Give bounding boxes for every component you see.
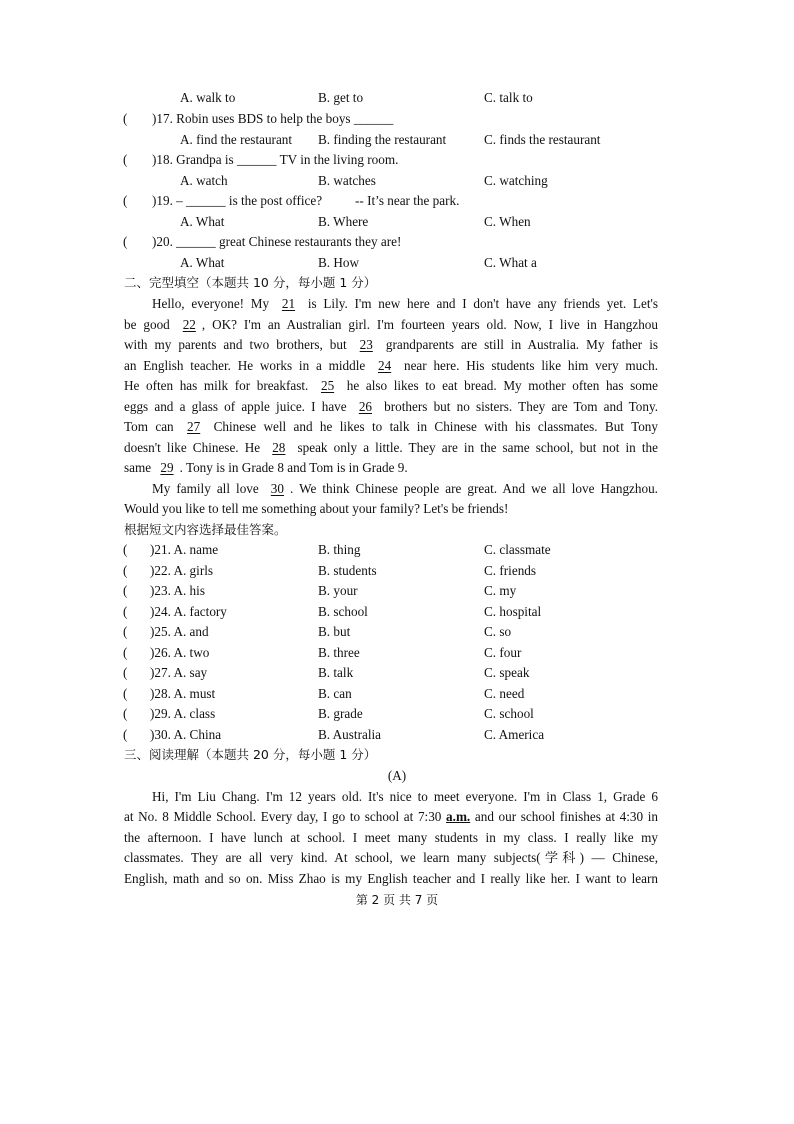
reading-line [0, 807, 794, 827]
question-30 [0, 725, 794, 745]
passage-text: He often has milk for breakfast. 25 he also likes to eat bread. My mother often has some [124, 376, 658, 396]
option-b: B. school [318, 604, 368, 619]
passage-line [0, 499, 794, 519]
passage-line [0, 315, 794, 335]
question-26 [0, 643, 794, 663]
passage-line [0, 397, 794, 417]
option-b: B. thing [318, 542, 361, 557]
question-text: )25. A. and [150, 624, 209, 639]
section-3-heading: 三、阅读理解（本题共 20 分，每小题 1 分） [124, 747, 377, 762]
option-b: B. talk [318, 665, 354, 680]
question-21 [0, 540, 794, 560]
part-a-row [0, 766, 794, 786]
q16-option-a: A. walk to [180, 90, 236, 105]
question-25 [0, 622, 794, 642]
answer-bracket[interactable]: ( [123, 706, 128, 721]
question-27 [0, 663, 794, 683]
option-c: C. need [484, 686, 525, 701]
question-text: )18. Grandpa is ______ TV in the living room. [152, 152, 399, 167]
option-c: C. hospital [484, 604, 542, 619]
passage-line [0, 438, 794, 458]
option-c: C. friends [484, 563, 537, 578]
answer-bracket[interactable]: ( [123, 665, 128, 680]
reading-text: the afternoon. I have lunch at school. I meet many students in my class. I really like my [124, 830, 658, 845]
blank-22: 22 [182, 317, 196, 332]
question-20-options [0, 253, 794, 273]
answer-bracket[interactable]: ( [123, 234, 128, 249]
option-b: B. Australia [318, 727, 382, 742]
passage-text: an English teacher. He works in a middle 24 near here. His students like him very much. [124, 356, 658, 376]
option-c: C. What a [484, 255, 537, 270]
blank-27: 27 [187, 419, 201, 434]
option-b: B. three [318, 645, 360, 660]
question-text: )29. A. class [150, 706, 216, 721]
passage-line [0, 417, 794, 437]
question-text: )30. A. China [150, 727, 222, 742]
blank-29: 29 [160, 460, 174, 475]
passage-line [0, 356, 794, 376]
reading-line [0, 848, 794, 868]
question-20 [0, 232, 794, 252]
option-b: B. but [318, 624, 351, 639]
blank-24: 24 [378, 358, 392, 373]
reading-text: Hi, I'm Liu Chang. I'm 12 years old. It's nice to meet everyone. I'm in Class 1, Grade 6 [152, 789, 658, 804]
option-c: C. four [484, 645, 522, 660]
question-text: )20. ______ great Chinese restaurants they are! [152, 234, 402, 249]
passage-line [0, 479, 794, 499]
answer-bracket[interactable]: ( [123, 542, 128, 557]
answer-bracket[interactable]: ( [123, 563, 128, 578]
option-a: A. watch [180, 173, 228, 188]
passage-text: with my parents and two brothers, but 23 grandparents are still in Australia. My father is [124, 335, 658, 355]
question-24 [0, 602, 794, 622]
reading-line [0, 869, 794, 889]
question-22 [0, 561, 794, 581]
question-28 [0, 684, 794, 704]
blank-28: 28 [272, 440, 286, 455]
answer-bracket[interactable]: ( [123, 193, 128, 208]
question-23 [0, 581, 794, 601]
section-3-heading-row [0, 745, 794, 765]
option-c: C. watching [484, 173, 548, 188]
option-a: A. What [180, 255, 225, 270]
passage-text: Would you like to tell me something about your family? Let's be friends! [124, 501, 509, 516]
option-c: C. When [484, 214, 531, 229]
option-c: C. speak [484, 665, 530, 680]
question-text: )23. A. his [150, 583, 205, 598]
option-c: C. school [484, 706, 534, 721]
question-text: )21. A. name [150, 542, 219, 557]
question-19-options [0, 212, 794, 232]
option-c: C. classmate [484, 542, 551, 557]
reading-text: classmates. They are all very kind. At school, we learn many subjects(学科) — Chinese, [124, 850, 658, 865]
option-b: B. grade [318, 706, 363, 721]
option-a: A. What [180, 214, 225, 229]
question-17 [0, 109, 794, 129]
answer-bracket[interactable]: ( [123, 727, 128, 742]
footer-row [0, 890, 794, 910]
reading-text: English, math and so on. Miss Zhao is my English teacher and I really like her. I want to learn [124, 871, 658, 886]
question-text: )24. A. factory [150, 604, 227, 619]
am-emphasis: a.m. [446, 809, 471, 824]
blank-23: 23 [359, 337, 373, 352]
passage-line [0, 376, 794, 396]
answer-bracket[interactable]: ( [123, 111, 128, 126]
answer-bracket[interactable]: ( [123, 624, 128, 639]
question-29 [0, 704, 794, 724]
option-c: C. America [484, 727, 545, 742]
option-b: B. can [318, 686, 352, 701]
question-18-options [0, 171, 794, 191]
question-text: )28. A. must [150, 686, 216, 701]
question-19 [0, 191, 794, 211]
answer-bracket[interactable]: ( [123, 583, 128, 598]
blank-25: 25 [320, 378, 335, 393]
passage-text: My family all love 30 . We think Chinese people are great. And we all love Hangzhou. [152, 479, 658, 499]
option-c: C. my [484, 583, 517, 598]
passage-text: be good 22 , OK? I'm an Australian girl. I'm fourteen years old. Now, I live in Hangzhou [124, 315, 658, 335]
q16-option-c: C. talk to [484, 90, 533, 105]
passage-text: doesn't like Chinese. He 28 speak only a little. They are in the same school, but not in the [124, 438, 658, 458]
option-b: B. students [318, 563, 377, 578]
question-17-options [0, 130, 794, 150]
passage-text: eggs and a glass of apple juice. I have 26 brothers but no sisters. They are Tom and Tony. [124, 397, 658, 417]
section-2-heading-row [0, 273, 794, 293]
passage-line [0, 335, 794, 355]
q16-option-b: B. get to [318, 90, 364, 105]
section-2-heading: 二、完型填空（本题共 10 分，每小题 1 分） [124, 275, 377, 290]
part-a-label: (A) [387, 768, 407, 783]
instruction-row [0, 520, 794, 540]
q16-options [0, 88, 794, 108]
reading-line [0, 787, 794, 807]
answer-bracket[interactable]: ( [123, 604, 128, 619]
option-b: B. How [318, 255, 360, 270]
answer-bracket[interactable]: ( [123, 152, 128, 167]
passage-line [0, 294, 794, 314]
answer-bracket[interactable]: ( [123, 686, 128, 701]
question-text: )27. A. say [150, 665, 208, 680]
passage-text: Hello, everyone! My 21 is Lily. I'm new here and I don't have any friends yet. Let's [152, 294, 658, 314]
option-b: B. Where [318, 214, 369, 229]
reading-text: at No. 8 Middle School. Every day, I go to school at 7:30 a.m. and our school finishes at 4:30 in [124, 809, 658, 824]
option-c: C. so [484, 624, 512, 639]
passage-text: Tom can 27 Chinese well and he likes to talk in Chinese with his classmates. But Tony [124, 417, 658, 437]
question-text: )26. A. two [150, 645, 210, 660]
instruction-text: 根据短文内容选择最佳答案。 [124, 522, 287, 537]
answer-bracket[interactable]: ( [123, 645, 128, 660]
page-number: 第 2 页 共 7 页 [355, 893, 439, 907]
option-a: A. find the restaurant [180, 132, 293, 147]
option-b: B. finding the restaurant [318, 132, 447, 147]
question-18 [0, 150, 794, 170]
blank-26: 26 [358, 399, 372, 414]
blank-30: 30 [270, 481, 284, 496]
reading-line [0, 828, 794, 848]
question-text: )17. Robin uses BDS to help the boys ______ [152, 111, 394, 126]
passage-text: same 29 . Tony is in Grade 8 and Tom is in Grade 9. [124, 458, 658, 478]
question-text: )19. – ______ is the post office? -- It’s near the park. [152, 193, 460, 208]
passage-line [0, 458, 794, 478]
question-text: )22. A. girls [150, 563, 214, 578]
option-b: B. watches [318, 173, 376, 188]
option-b: B. your [318, 583, 358, 598]
blank-21: 21 [281, 296, 296, 311]
option-c: C. finds the restaurant [484, 132, 601, 147]
